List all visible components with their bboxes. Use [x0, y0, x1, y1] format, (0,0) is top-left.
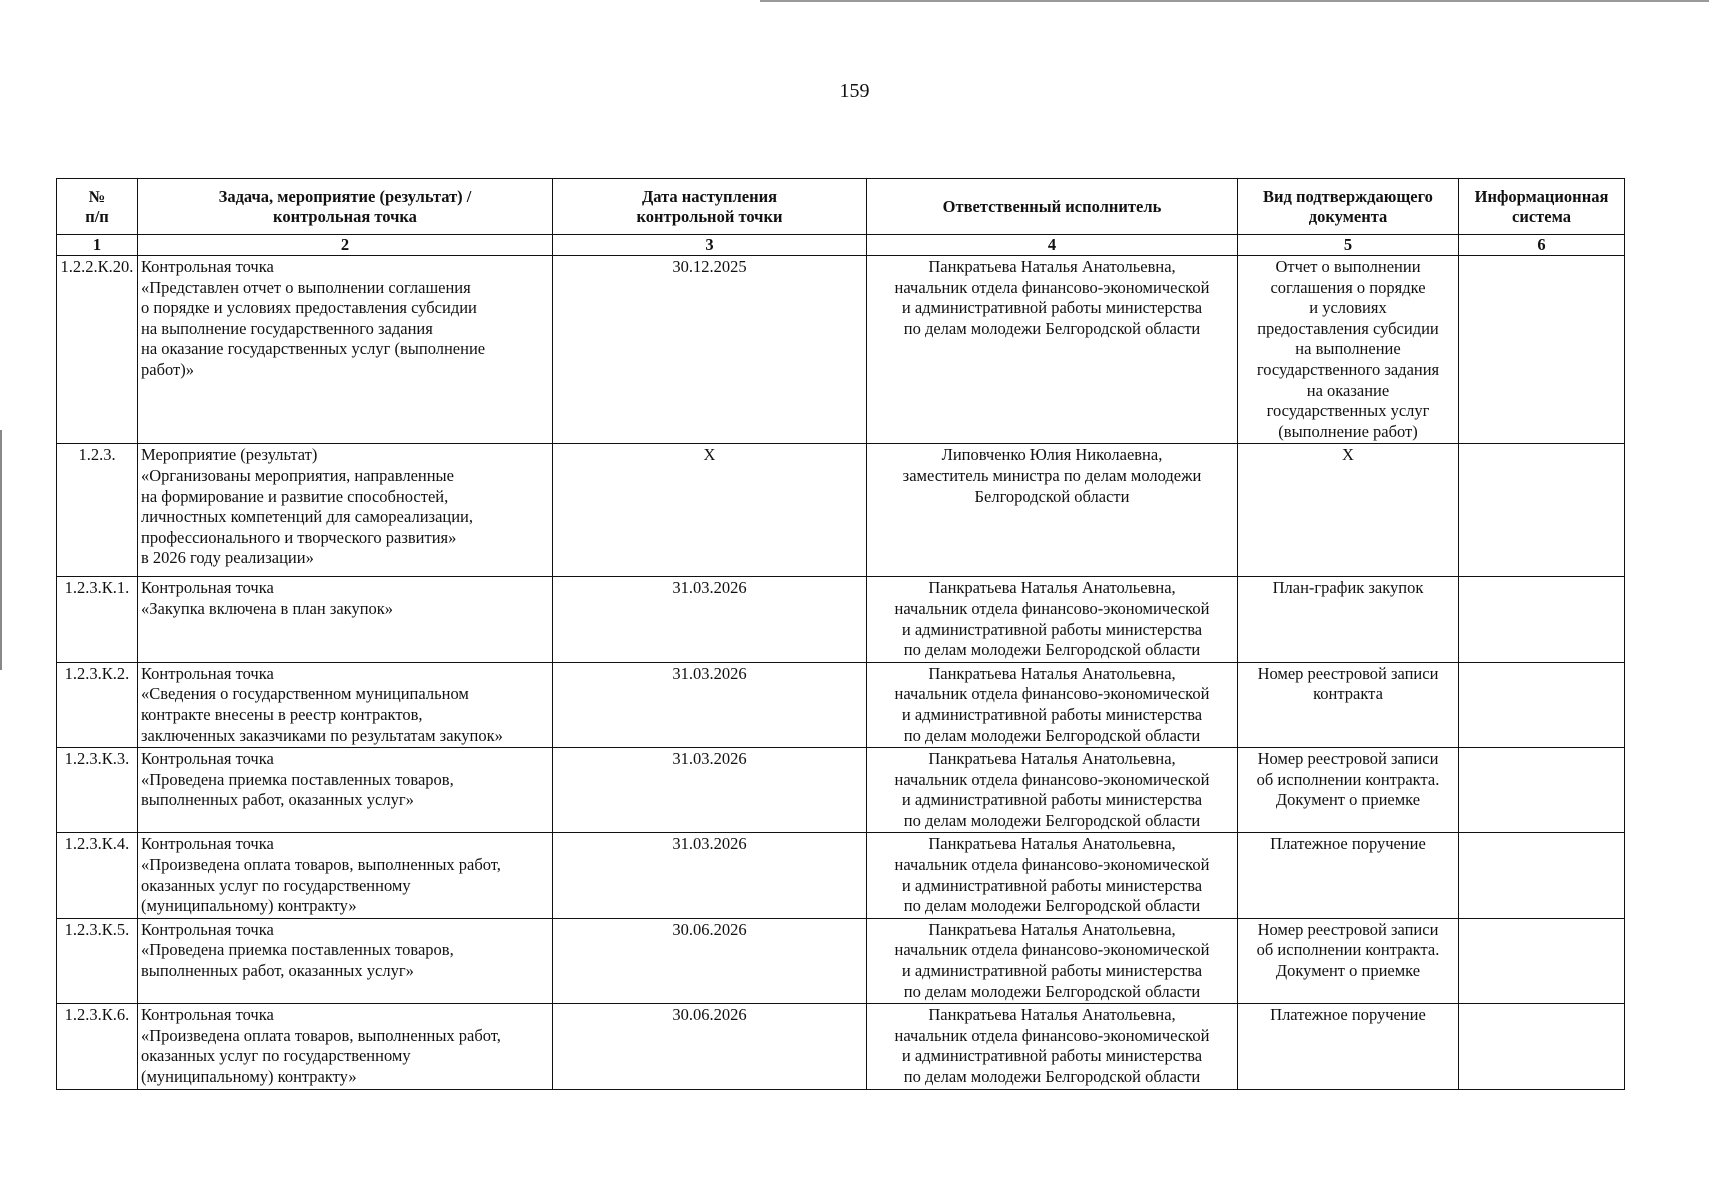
header-document: Вид подтверждающего документа: [1238, 179, 1459, 235]
table-row: [57, 444, 1625, 577]
page-number: 159: [839, 80, 870, 102]
row-document: X: [1238, 444, 1459, 577]
row-task: Контрольная точка «Сведения о государственном муниципальном контракте внесены в реестр контрактов, заключенных заказчиками по результатам закупок»: [138, 662, 553, 747]
row-system: [1459, 748, 1625, 833]
row-number: 1.2.3.К.2.: [57, 662, 138, 747]
column-number: 4: [867, 235, 1238, 256]
column-number: 5: [1238, 235, 1459, 256]
table-row: [57, 662, 1625, 747]
header-system: Информационная система: [1459, 179, 1625, 235]
column-number: 2: [138, 235, 553, 256]
row-date: 31.03.2026: [553, 833, 867, 918]
scan-edge-line: [760, 0, 1709, 2]
table-row: [57, 833, 1625, 918]
row-document: Номер реестровой записи контракта: [1238, 662, 1459, 747]
row-number: 1.2.3.: [57, 444, 138, 577]
table-row: [57, 918, 1625, 1003]
row-executor: Липовченко Юлия Николаевна, заместитель министра по делам молодежи Белгородской области: [867, 444, 1238, 577]
row-system: [1459, 577, 1625, 662]
row-document: Номер реестровой записи об исполнении контракта. Документ о приемке: [1238, 918, 1459, 1003]
row-task: Контрольная точка «Проведена приемка поставленных товаров, выполненных работ, оказанных услуг»: [138, 748, 553, 833]
control-points-table: [56, 178, 1625, 1090]
row-date: X: [553, 444, 867, 577]
row-system: [1459, 918, 1625, 1003]
row-system: [1459, 256, 1625, 444]
row-executor: Панкратьева Наталья Анатольевна, начальник отдела финансово-экономической и административной работы министерства по делам молодежи Белгородской области: [867, 918, 1238, 1003]
column-number: 1: [57, 235, 138, 256]
table-row: [57, 577, 1625, 662]
row-number: 1.2.3.К.5.: [57, 918, 138, 1003]
row-system: [1459, 1004, 1625, 1089]
row-system: [1459, 444, 1625, 577]
row-number: 1.2.3.К.6.: [57, 1004, 138, 1089]
row-document: Номер реестровой записи об исполнении контракта. Документ о приемке: [1238, 748, 1459, 833]
row-number: 1.2.3.К.3.: [57, 748, 138, 833]
row-executor: Панкратьева Наталья Анатольевна, начальник отдела финансово-экономической и административной работы министерства по делам молодежи Белгородской области: [867, 833, 1238, 918]
row-document: План-график закупок: [1238, 577, 1459, 662]
column-number-row: [57, 235, 1625, 256]
row-task: Контрольная точка «Закупка включена в план закупок»: [138, 577, 553, 662]
table-row: [57, 748, 1625, 833]
table-row: [57, 256, 1625, 444]
row-date: 31.03.2026: [553, 577, 867, 662]
row-number: 1.2.3.К.4.: [57, 833, 138, 918]
header-task: Задача, мероприятие (результат) / контрольная точка: [138, 179, 553, 235]
row-date: 30.06.2026: [553, 1004, 867, 1089]
header-date: Дата наступления контрольной точки: [553, 179, 867, 235]
row-task: Контрольная точка «Проведена приемка поставленных товаров, выполненных работ, оказанных услуг»: [138, 918, 553, 1003]
row-executor: Панкратьева Наталья Анатольевна, начальник отдела финансово-экономической и административной работы министерства по делам молодежи Белгородской области: [867, 662, 1238, 747]
row-task: Контрольная точка «Представлен отчет о выполнении соглашения о порядке и условиях предоставления субсидии на выполнение государственного задания на оказание государственных услуг (выполнение работ)»: [138, 256, 553, 444]
table-header-row: [57, 179, 1625, 235]
row-document: Платежное поручение: [1238, 1004, 1459, 1089]
row-executor: Панкратьева Наталья Анатольевна, начальник отдела финансово-экономической и административной работы министерства по делам молодежи Белгородской области: [867, 1004, 1238, 1089]
header-number: № п/п: [57, 179, 138, 235]
row-system: [1459, 833, 1625, 918]
row-date: 30.12.2025: [553, 256, 867, 444]
scan-edge-mark: [0, 430, 2, 670]
row-date: 31.03.2026: [553, 662, 867, 747]
column-number: 6: [1459, 235, 1625, 256]
table-row: [57, 1004, 1625, 1089]
row-system: [1459, 662, 1625, 747]
header-executor: Ответственный исполнитель: [867, 179, 1238, 235]
row-document: Отчет о выполнении соглашения о порядке и условиях предоставления субсидии на выполнение государственного задания на оказание государственных услуг (выполнение работ): [1238, 256, 1459, 444]
row-executor: Панкратьева Наталья Анатольевна, начальник отдела финансово-экономической и административной работы министерства по делам молодежи Белгородской области: [867, 256, 1238, 444]
row-executor: Панкратьева Наталья Анатольевна, начальник отдела финансово-экономической и административной работы министерства по делам молодежи Белгородской области: [867, 577, 1238, 662]
row-document: Платежное поручение: [1238, 833, 1459, 918]
row-task: Контрольная точка «Произведена оплата товаров, выполненных работ, оказанных услуг по государственному (муниципальному) контракту»: [138, 1004, 553, 1089]
row-task: Контрольная точка «Произведена оплата товаров, выполненных работ, оказанных услуг по государственному (муниципальному) контракту»: [138, 833, 553, 918]
row-date: 31.03.2026: [553, 748, 867, 833]
row-executor: Панкратьева Наталья Анатольевна, начальник отдела финансово-экономической и административной работы министерства по делам молодежи Белгородской области: [867, 748, 1238, 833]
row-task: Мероприятие (результат) «Организованы мероприятия, направленные на формирование и развитие способностей, личностных компетенций для самореализации, профессионального и творческого развития» в 2026 году реализации»: [138, 444, 553, 577]
row-number: 1.2.3.К.1.: [57, 577, 138, 662]
row-number: 1.2.2.К.20.: [57, 256, 138, 444]
column-number: 3: [553, 235, 867, 256]
row-date: 30.06.2026: [553, 918, 867, 1003]
